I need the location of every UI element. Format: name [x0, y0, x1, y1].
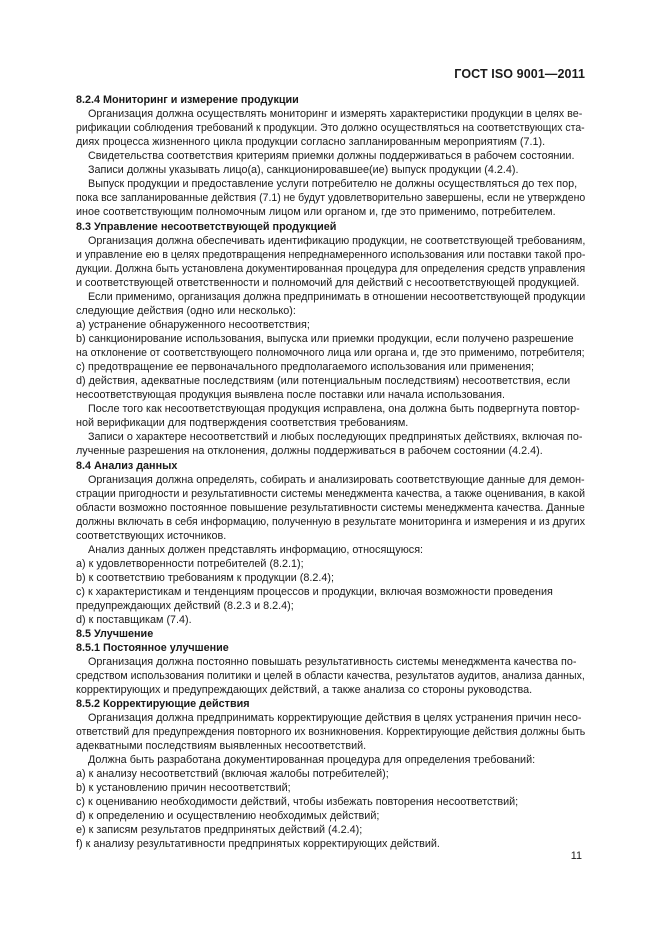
page-number: 11 [570, 850, 582, 862]
text-line: Организация должна определять, собирать и анализировать соответствующие данные для демон- [88, 474, 585, 486]
text-line: a) к удовлетворенности потребителей (8.2.1); [76, 558, 304, 570]
text-line: b) к установлению причин несоответствий; [76, 782, 291, 794]
text-line: a) устранение обнаруженного несоответствия; [76, 319, 310, 331]
text-line: Должна быть разработана документированная процедура для определения требований: [88, 754, 536, 766]
text-line: и соответствующей ответственности и полномочий для действий с несоответствующей продукцией. [76, 277, 580, 289]
text-line: корректирующих и предупреждающих действий, а также анализа со стороны руководства. [76, 684, 533, 696]
text-line: соответствующих источников. [76, 530, 227, 542]
text-line: d) к определению и осуществлению необходимых действий; [76, 810, 380, 822]
text-line: c) к оцениванию необходимости действий, чтобы избежать повторения несоответствий; [76, 796, 519, 808]
text-line: области возможно постоянное повышение результативности системы менеджмента качества. Данные [76, 502, 585, 514]
text-line: на отклонение от соответствующего полномочного лица или органа и, где это применимо, потребителя; [76, 347, 585, 359]
text-line: должны включать в себя информацию, полученную в результате мониторинга и измерения и из других [76, 516, 586, 528]
text-line: ной верификации для подтверждения соответствия требованиям. [76, 417, 409, 429]
text-line: рификации соблюдения требований к продукции. Это должно осуществляться на соответствующих ста- [76, 122, 585, 134]
text-line: Анализ данных должен представлять информацию, относящуюся: [88, 544, 424, 556]
text-line: иное соответствующим полномочным лицом или органом и, где это применимо, потребителем. [76, 206, 556, 218]
text-line: средством использования политики и целей в области качества, результатов аудитов, анализа данных, [76, 670, 585, 682]
text-line: c) предотвращение ее первоначального предполагаемого использования или применения; [76, 361, 534, 373]
text-line: a) к анализу несоответствий (включая жалобы потребителей); [76, 768, 389, 780]
text-line: страции пригодности и результативности системы менеджмента качества, а также оценивания, в какой [76, 488, 586, 500]
text-line: дукции. Должна быть установлена документированная процедура для определения средств управления [76, 263, 586, 275]
section-heading: 8.5.1 Постоянное улучшение [76, 642, 229, 654]
text-line: После того как несоответствующая продукция исправлена, она должна быть подвергнута повтор- [88, 403, 580, 415]
text-line: адекватными последствиям выявленных несоответствий. [76, 740, 367, 752]
text-line: Записи о характере несоответствий и любых последующих предпринятых действиях, включая по- [88, 431, 583, 443]
text-line: c) к характеристикам и тенденциям процессов и продукции, включая возможности проведения [76, 586, 553, 598]
text-line: Организация должна обеспечивать идентификацию продукции, не соответствующей требованиям, [88, 235, 586, 247]
standard-header: ГОСТ ISO 9001—2011 [454, 67, 585, 81]
text-line: d) к поставщикам (7.4). [76, 614, 192, 626]
text-line: Организация должна предпринимать корректирующие действия в целях устранения причин несо- [88, 712, 582, 724]
text-line: Если применимо, организация должна предпринимать в отношении несоответствующей продукции [88, 291, 586, 303]
text-line: пока все запланированные действия (7.1) не будут удовлетворительно завершены, если не утверждено [76, 192, 586, 204]
text-line: предупреждающих действий (8.2.3 и 8.2.4); [76, 600, 294, 612]
text-line: и управление ею в целях предотвращения непреднамеренного использования или поставки такой про- [76, 249, 586, 261]
text-line: Выпуск продукции и предоставление услуги потребителю не должны осуществляться до тех пор, [88, 178, 578, 190]
text-line: ответствий для предупреждения повторного их возникновения. Корректирующие действия должны быть [76, 726, 586, 738]
section-heading: 8.3 Управление несоответствующей продукцией [76, 221, 337, 233]
text-line: d) действия, адекватные последствиям (или потенциальным последствиям) несоответствия, если [76, 375, 571, 387]
section-heading: 8.5.2 Корректирующие действия [76, 698, 250, 710]
text-line: следующие действия (одно или несколько): [76, 305, 296, 317]
text-line: Организация должна постоянно повышать результативность системы менеджмента качества по- [88, 656, 577, 668]
text-line: Свидетельства соответствия критериям приемки должны поддерживаться в рабочем состоянии. [88, 150, 575, 162]
text-line: лученные разрешения на отклонения, должны поддерживаться в рабочем состоянии (4.2.4). [76, 445, 543, 457]
text-line: Записи должны указывать лицо(а), санкционировавшее(ие) выпуск продукции (4.2.4). [88, 164, 519, 176]
text-line: b) к соответствию требованиям к продукции (8.2.4); [76, 572, 334, 584]
section-heading: 8.5 Улучшение [76, 628, 154, 640]
section-heading: 8.4 Анализ данных [76, 460, 178, 472]
section-heading: 8.2.4 Мониторинг и измерение продукции [76, 94, 299, 106]
text-line: f) к анализу результативности предпринятых корректирующих действий. [76, 838, 440, 850]
text-line: e) к записям результатов предпринятых действий (4.2.4); [76, 824, 363, 836]
text-line: Организация должна осуществлять мониторинг и измерять характеристики продукции в целях ве- [88, 108, 583, 120]
text-line: диях процесса жизненного цикла продукции согласно запланированным мероприятиям (7.1). [76, 136, 546, 148]
text-line: несоответствующая продукция выявлена после поставки или начала использования. [76, 389, 505, 401]
text-line: b) санкционирование использования, выпуска или приемки продукции, если получено разрешение [76, 333, 574, 345]
